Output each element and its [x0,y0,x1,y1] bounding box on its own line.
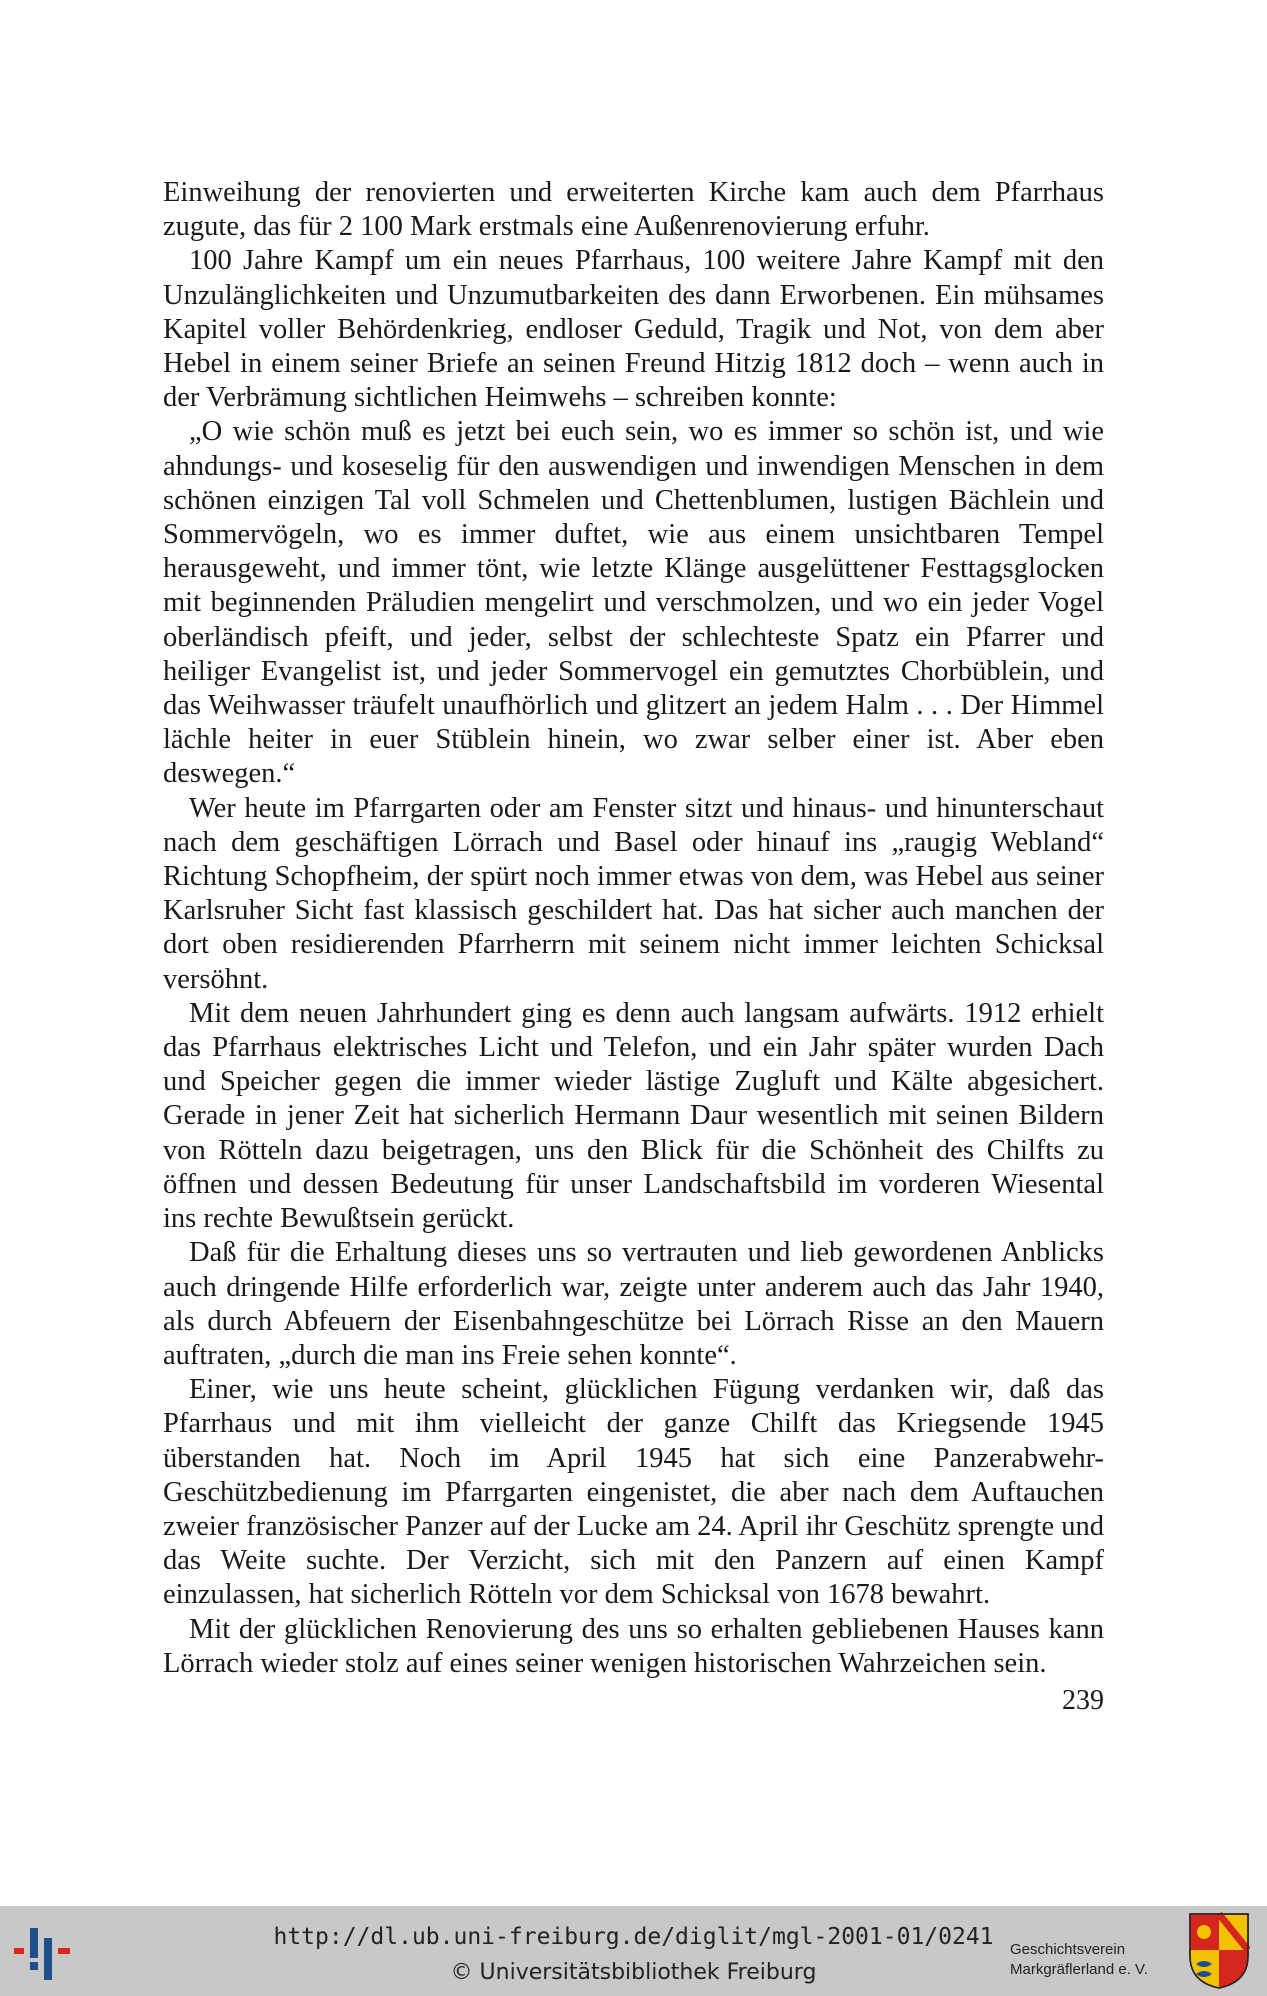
paragraph: Wer heute im Pfarrgarten oder am Fenster sitzt und hinaus- und hinunterschaut nach dem geschäftigen Lörrach und Basel oder hinauf ins „raugig Webland“ Richtung Schopfheim, der spürt noch immer etwas von dem, was Hebel aus seiner Karlsruher Sicht fast klassisch geschildert hat. Das hat sicher auch manchen der dort oben residierenden Pfarrherrn mit seinem nicht immer leichten Schicksal versöhnt. [163,792,1104,995]
paragraph: Daß für die Erhaltung dieses uns so vertrauten und lieb gewordenen Anblicks auch dringende Hilfe erforderlich war, zeigte unter anderem auch das Jahr 1940, als durch Abfeuern der Eisenbahngeschütze bei Lörrach Risse an den Mauern auftraten, „durch die man ins Freie sehen konnte“. [163,1237,1104,1371]
paragraph: Einer, wie uns heute scheint, glücklichen Fügung verdanken wir, daß das Pfarrhaus und mit ihm vielleicht der ganze Chilft das Kriegsende 1945 überstanden hat. Noch im April 1945 hat sich eine Panzerabwehr-Geschützbedienung im Pfarrgarten eingenistet, die aber nach dem Auftauchen zweier französischer Panzer auf der Lucke am 24. April ihr Geschütz sprengte und das Weite suchte. Der Verzicht, sich mit den Panzern auf einen Kampf einzulassen, hat sicherlich Rötteln vor dem Schicksal von 1678 bewahrt. [163,1374,1104,1611]
document-url-link[interactable]: http://dl.ub.uni-freiburg.de/diglit/mgl-2001-01/0241 [273,1924,994,1950]
footer-bar [0,1906,1267,1996]
copyright-notice: © Universitätsbibliothek Freiburg [450,1960,817,1985]
society-name [1010,1940,1190,1980]
paragraph: Mit der glücklichen Renovierung des uns so erhalten gebliebenen Hauses kann Lörrach wieder stolz auf eines seiner wenigen historischen Wahrzeichen sein. [163,1613,1104,1679]
paragraph: Mit dem neuen Jahrhundert ging es denn auch langsam aufwärts. 1912 erhielt das Pfarrhaus elektrisches Licht und Telefon, und ein Jahr später wurden Dach und Speicher gegen die immer wieder lästige Zugluft und Kälte abgesichert. Gerade in jener Zeit hat sicherlich Hermann Daur wesentlich mit seinen Bildern von Rötteln dazu beigetragen, uns den Blick für die Schönheit des Chilfts zu öffnen und dessen Bedeutung für unser Landschaftsbild im vorderen Wiesental ins rechte Bewußtsein gerückt. [163,997,1104,1235]
hebel-quote-paragraph: „O wie schön muß es jetzt bei euch sein, wo es immer so schön ist, und wie ahndungs- und koseselig für den auswendigen und inwendigen Menschen in dem schönen einzigen Tal voll Schmelen und Chettenblumen, lustigen Bächlein und Sommervögeln, wo es immer duftet, wie aus einem unsichtbaren Tempel herausgeweht, und immer tönt, wie letzte Klänge ausgelüttener Festtagsglocken mit beginnenden Präludien mengelirt und verschmolzen, und wo ein jeder Vogel oberländisch pfeift, und jeder, selbst der schlechteste Spatz ein Pfarrer und heiliger Evangelist ist, und jeder Sommervogel ein gemutztes Chorbüblein, und das Weihwasser träufelt unaufhörlich und glitzert an jedem Halm . . . Der Himmel lächle heiter in euer Stüblein hinein, wo zwar selber einer ist. Aber eben deswegen.“ [163,416,1104,790]
society-name-line2: Markgräflerland e. V. [1010,1961,1148,1978]
paragraph: Einweihung der renovierten und erweiterten Kirche kam auch dem Pfarrhaus zugute, das für 2 100 Mark erstmals eine Außenrenovierung erfuhr. [163,177,1104,243]
body-text [163,176,1104,1681]
coat-of-arms-icon[interactable] [1188,1912,1250,1990]
society-name-line1: Geschichtsverein [1010,1941,1126,1958]
paragraph: 100 Jahre Kampf um ein neues Pfarrhaus, 100 weitere Jahre Kampf mit den Unzulänglichkeiten und Unzumutbarkeiten des dann Erworbenen. Ein mühsames Kapitel voller Behördenkrieg, endloser Geduld, Tragik und Not, von dem aber Hebel in einem seiner Briefe an seinen Freund Hitzig 1812 doch – wenn auch in der Verbrämung sichtlichen Heimwehs – schreiben konnte: [163,245,1104,414]
page-number: 239 [1062,1685,1104,1716]
